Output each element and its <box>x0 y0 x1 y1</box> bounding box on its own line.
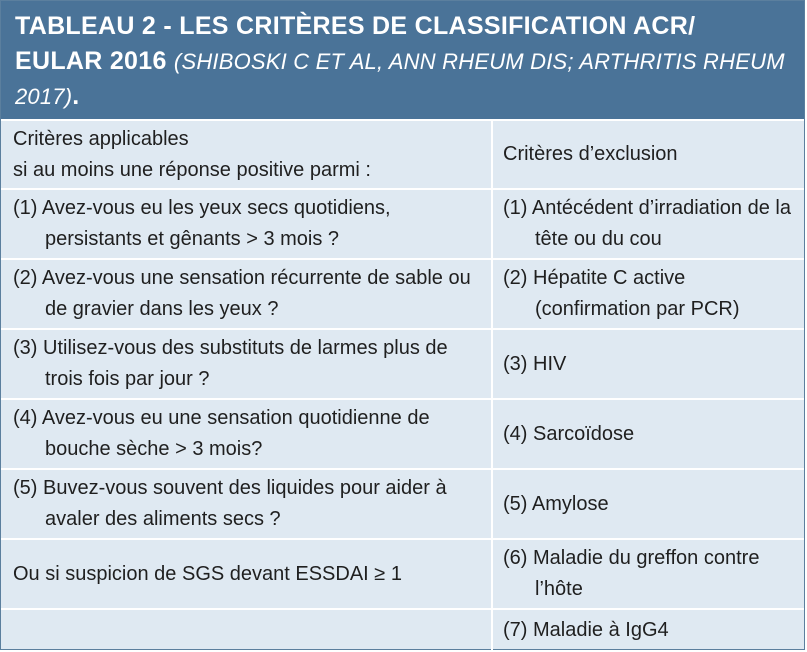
exclusion-text: (1) Antécédent d’irradiation de la tête ou du cou <box>503 197 791 250</box>
criterion-text: (4) Avez-vous eu une sensation quotidienne de bouche sèche > 3 mois? <box>13 407 430 460</box>
title-citation: (SHIBOSKI C ET AL, ANN RHEUM DIS; ARTHRITIS RHEUM 2017) <box>15 49 785 109</box>
criterion-cell <box>1 539 492 609</box>
header-left-line-1: Critères applicables <box>13 127 189 150</box>
exclusion-text: (4) Sarcoïdose <box>503 422 635 445</box>
criterion-text: Ou si suspicion de SGS devant ESSDAI ≥ 1 <box>13 562 402 585</box>
exclusion-text: (2) Hépatite C active (confirmation par PCR) <box>503 267 740 320</box>
header-left-line-2: si au moins une réponse positive parmi : <box>13 158 371 181</box>
criterion-text: (2) Avez-vous une sensation récurrente de sable ou de gravier dans les yeux ? <box>13 267 471 320</box>
exclusion-cell <box>492 399 804 469</box>
table-row <box>1 189 804 259</box>
criteria-table <box>1 119 804 650</box>
table-row <box>1 609 804 650</box>
title-line-1: TABLEAU 2 - LES CRITÈRES DE CLASSIFICATION ACR/ <box>15 12 696 40</box>
table-header-row <box>1 120 804 189</box>
exclusion-cell <box>492 259 804 329</box>
criterion-cell <box>1 329 492 399</box>
criterion-cell <box>1 189 492 259</box>
criterion-text: (5) Buvez-vous souvent des liquides pour aider à avaler des aliments secs ? <box>13 477 447 530</box>
criterion-cell <box>1 259 492 329</box>
exclusion-text: (7) Maladie à IgG4 <box>503 618 669 641</box>
table-row <box>1 329 804 399</box>
header-applicable-criteria <box>1 120 492 189</box>
exclusion-text: (6) Maladie du greffon contre l’hôte <box>503 547 760 600</box>
exclusion-text: (5) Amylose <box>503 492 609 515</box>
table-row <box>1 259 804 329</box>
exclusion-text: (3) HIV <box>503 352 567 375</box>
criterion-text: (1) Avez-vous eu les yeux secs quotidiens, persistants et gênants > 3 mois ? <box>13 197 391 250</box>
table-row <box>1 539 804 609</box>
criterion-cell-empty <box>1 609 492 650</box>
criterion-cell <box>1 399 492 469</box>
exclusion-cell <box>492 609 804 650</box>
title-line-2: EULAR 2016 <box>15 47 167 75</box>
table-title <box>1 1 804 119</box>
criterion-cell <box>1 469 492 539</box>
title-period: . <box>72 82 80 110</box>
exclusion-cell <box>492 189 804 259</box>
exclusion-cell <box>492 329 804 399</box>
criterion-text: (3) Utilisez-vous des substituts de larmes plus de trois fois par jour ? <box>13 337 448 390</box>
table-row <box>1 399 804 469</box>
exclusion-cell <box>492 469 804 539</box>
header-exclusion-criteria: Critères d’exclusion <box>492 120 804 189</box>
table-row <box>1 469 804 539</box>
exclusion-cell <box>492 539 804 609</box>
